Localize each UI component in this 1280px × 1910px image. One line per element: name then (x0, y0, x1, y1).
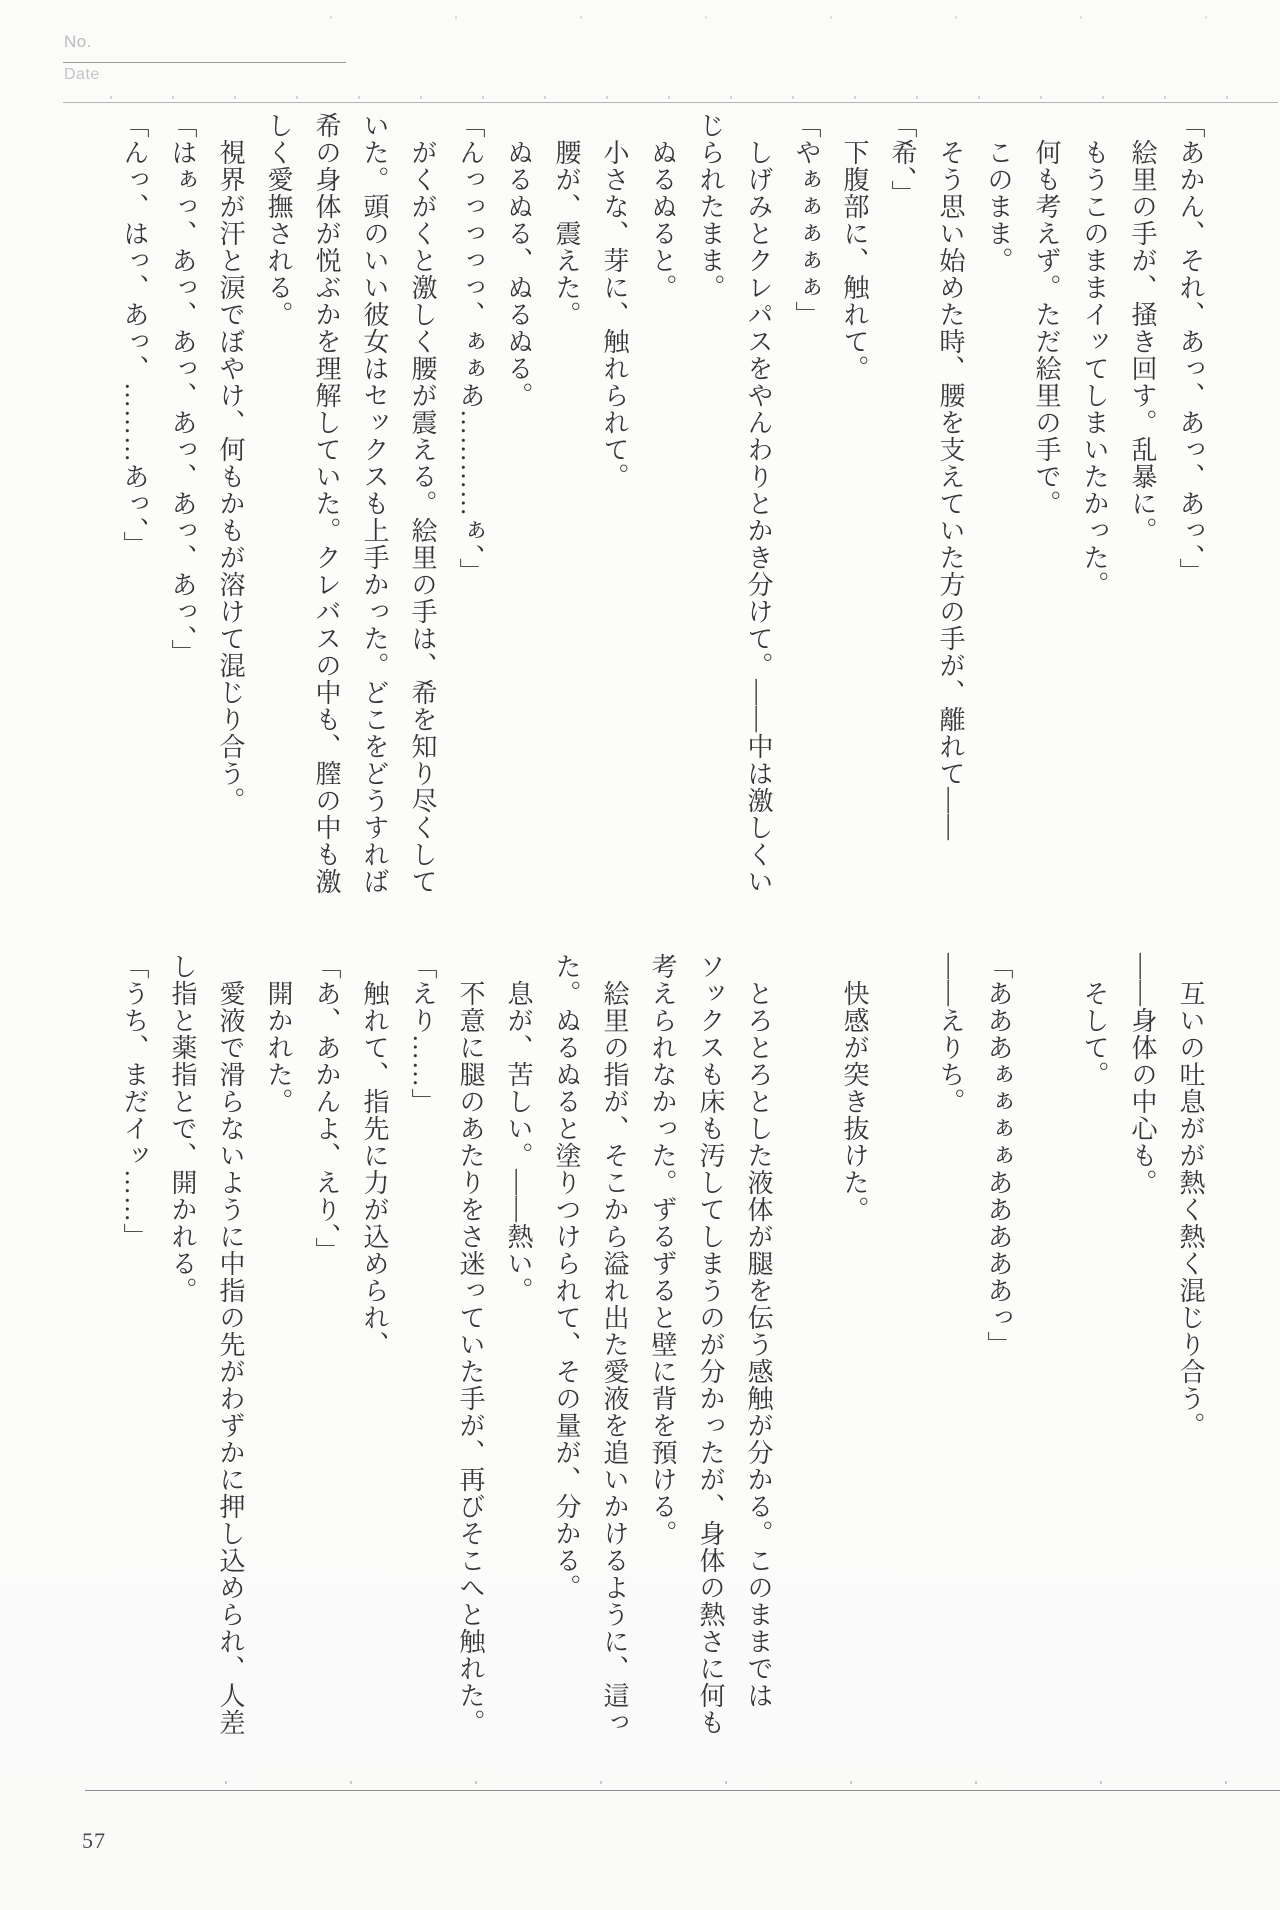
dialogue-column: 「うち、まだイッ……」 (120, 953, 149, 1250)
footer-tick-marks (225, 1781, 1235, 1784)
narration-column: 希の身体が悦ぶかを理解していた。クレバスの中も、膣の中も激 (312, 112, 341, 895)
narration-column: しく愛撫される。 (264, 112, 293, 328)
narration-column: とろとろとした液体が腿を伝う感触が分かる。このままでは (744, 953, 773, 1709)
narration-column: 互いの吐息がが熱く熱く混じり合う。 (1176, 953, 1205, 1439)
no-label: No. (64, 32, 92, 51)
narration-column: た。ぬるぬると塗りつけられて、その量が、分かる。 (552, 953, 581, 1601)
header-tick-marks (110, 96, 1270, 99)
narration-column: ソックスも床も汚してしまうのが分かったが、身体の熱さに何も (696, 953, 725, 1736)
narration-column: ――身体の中心も。 (1128, 953, 1157, 1196)
narration-column: 絵里の手が、掻き回す。乱暴に。 (1128, 112, 1157, 544)
narration-column: がくがくと激しく腰が震える。絵里の手は、希を知り尽くして (408, 112, 437, 895)
narration-column: 考えられなかった。ずるずると壁に背を預ける。 (648, 953, 677, 1547)
dialogue-column: 「あ、あかんよ、えり、」 (312, 953, 341, 1264)
blank-column (782, 953, 830, 1783)
dialogue-column: 「希、」 (888, 112, 917, 207)
narration-column: 小さな、芽に、触れられて。 (600, 112, 629, 490)
narration-column: 快感が突き抜けた。 (840, 953, 869, 1223)
dialogue-column: 「やぁぁぁぁぁ」 (792, 112, 821, 328)
narration-column: 下腹部に、触れて。 (840, 112, 869, 382)
narration-column: 息が、苦しい。――熱い。 (504, 953, 533, 1304)
narration-column: ――えりち。 (936, 953, 965, 1115)
dialogue-column: 「あかん、それ、あっ、あっ、あっ、」 (1176, 112, 1205, 585)
narration-column: 腰が、震えた。 (552, 112, 581, 328)
top-edge-tick-marks (330, 16, 1270, 19)
narration-column: 絵里の指が、そこから溢れ出た愛液を追いかけるように、這っ (600, 953, 629, 1736)
dialogue-column: 「んっ、はっ、あっ、………あっ、」 (120, 112, 149, 558)
date-underline (63, 102, 1278, 103)
footer-rule (85, 1790, 1280, 1791)
blank-column (878, 953, 926, 1783)
page-number: 57 (82, 1828, 106, 1853)
narration-column: 何も考えず。ただ絵里の手で。 (1032, 112, 1061, 517)
narration-column: 不意に腿のあたりをさ迷っていた手が、再びそこへと触れた。 (456, 953, 485, 1736)
dialogue-column: 「あああぁぁぁぁあああああっ」 (984, 953, 1013, 1358)
text-block-lower (110, 953, 1214, 1783)
narration-column: 愛液で滑らないように中指の先がわずかに押し込められ、人差 (216, 953, 245, 1736)
narration-column: 開かれた。 (264, 953, 293, 1115)
narration-column: そう思い始めた時、腰を支えていた方の手が、離れて―― (936, 112, 965, 841)
narration-column: ぬるぬると。 (648, 112, 677, 301)
narration-column: 視界が汗と涙でぼやけ、何もかもが溶けて混じり合う。 (216, 112, 245, 814)
narration-column: ぬるぬる、ぬるぬる。 (504, 112, 533, 409)
dialogue-column: 「えり……」 (408, 953, 437, 1115)
blank-column (1022, 953, 1070, 1783)
date-label: Date (64, 66, 100, 83)
narration-column: しげみとクレパスをやんわりとかき分けて。――中は激しくい (744, 112, 773, 895)
narration-column: このまま。 (984, 112, 1013, 274)
narration-column: し指と薬指とで、開かれる。 (168, 953, 197, 1304)
text-block-upper (110, 112, 1214, 914)
no-underline (63, 62, 346, 63)
narration-column: そして。 (1080, 953, 1109, 1088)
dialogue-column: 「んっっっっっ、ぁぁあ…………ぁ、」 (456, 112, 485, 585)
narration-column: 触れて、指先に力が込められ、 (360, 953, 389, 1358)
narration-column: じられたまま。 (696, 112, 725, 301)
dialogue-column: 「はぁっ、あっ、あっ、あっ、あっ、あっ、」 (168, 112, 197, 666)
narration-column: もうこのままイッてしまいたかった。 (1080, 112, 1109, 598)
narration-column: いた。頭のいい彼女はセックスも上手かった。どこをどうすれば (360, 112, 389, 895)
